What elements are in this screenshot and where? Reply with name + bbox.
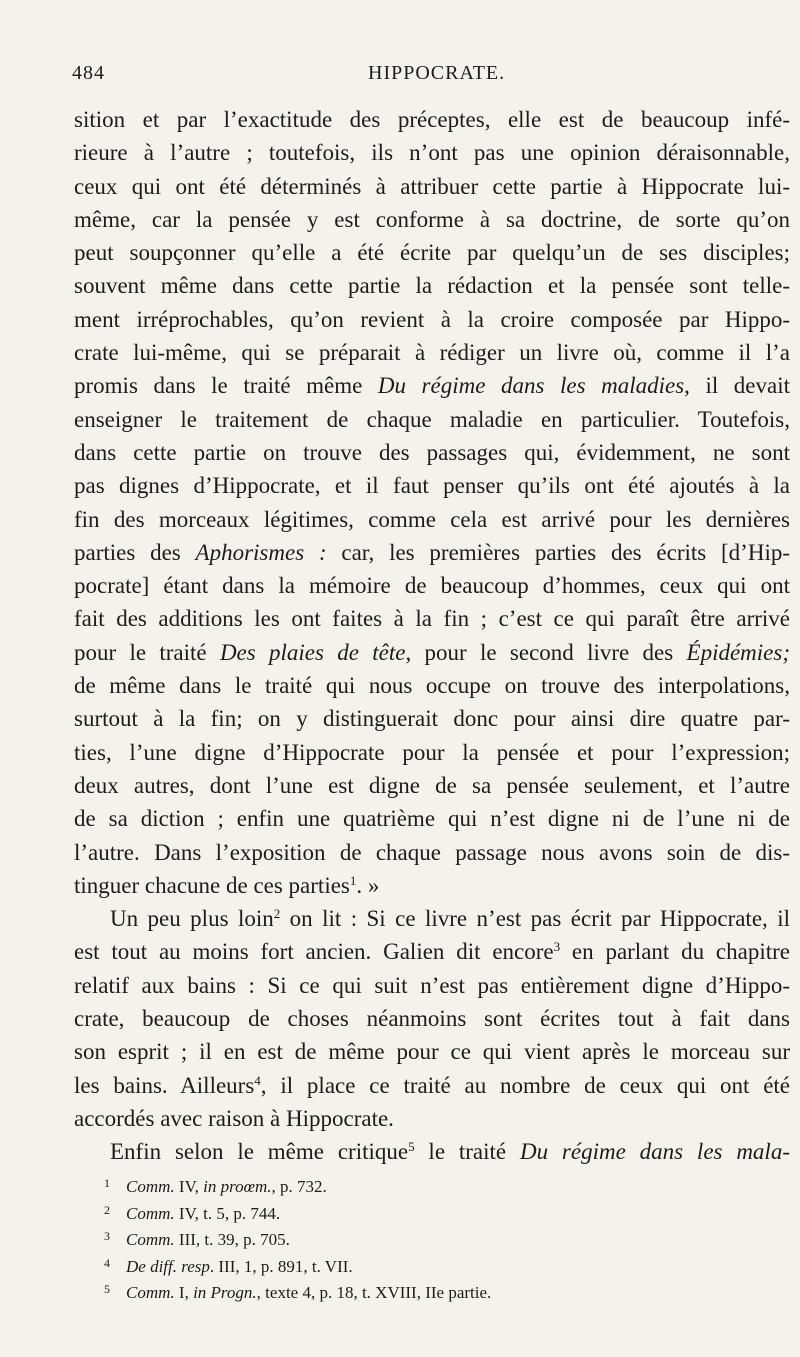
page-number: 484 (72, 62, 105, 84)
footnote (104, 1252, 784, 1279)
footnote-mark: 2 (104, 1202, 110, 1217)
text-line (74, 902, 790, 935)
footnote-text: , texte 4, p. 18, t. XVIII, IIe partie. (256, 1283, 492, 1302)
text-run: Un peu plus loin (110, 906, 274, 932)
footnote (104, 1199, 784, 1226)
footnote-mark: 3 (104, 1229, 110, 1243)
page-header (72, 62, 792, 88)
footnote-italic: Comm. (126, 1177, 175, 1196)
text-run: car, les premières parties des écrits [d’Hip- (326, 539, 790, 565)
footnote-mark: 5 (104, 1282, 110, 1296)
text-line (74, 869, 790, 902)
work-title: Des plaies de tête (219, 639, 406, 665)
text-line: fait des additions les ont faites à la fin ; c’est ce qui paraît être arrivé (74, 606, 790, 632)
text-run: promis dans le traité même (74, 373, 378, 399)
footnote-italic: De diff. resp (126, 1256, 210, 1276)
work-title: Épidémies; (686, 639, 790, 665)
text-line: l’autre. Dans l’exposition de chaque passage nous avons soin de dis- (74, 839, 790, 865)
footnote-text: . III, 1, p. 891, t. VII. (209, 1256, 353, 1276)
text-run: , il place ce traité au nombre de ceux qui ont été (260, 1072, 790, 1098)
work-title: Aphorismes : (195, 539, 327, 565)
text-line: enseigner le traitement de chaque maladie en particulier. Toutefois, (74, 406, 790, 432)
text-run: , il devait (684, 373, 790, 399)
work-title: Du régime dans les mala- (519, 1139, 790, 1165)
text-line: rieure à l’autre ; toutefois, ils n’ont pas une opinion déraisonnable, (74, 140, 790, 166)
text-line: dans cette partie on trouve des passages qui, évidemment, ne sont (74, 439, 790, 465)
text-run: le traité (414, 1139, 520, 1165)
text-line: relatif aux bains : Si ce qui suit n’est pas entièrement digne d’Hippo- (74, 972, 790, 998)
footnote-ref[interactable]: 2 (273, 906, 281, 922)
footnote (104, 1172, 784, 1199)
text-run: . » (356, 872, 380, 898)
footnote-text: IV, t. 5, p. 744. (174, 1203, 281, 1223)
text-line (74, 1069, 790, 1102)
footnote-ref[interactable]: 3 (553, 939, 561, 955)
text-run: parties des (74, 539, 196, 565)
text-line: crate lui-même, qui se préparait à rédiger un livre où, comme il l’a (74, 340, 790, 366)
text-line: de même dans le traité qui nous occupe on trouve des interpolations, (74, 673, 790, 699)
text-line: même, car la pensée y est conforme à sa doctrine, de sorte qu’on (74, 206, 790, 232)
text-line (74, 636, 790, 669)
footnote-mark: 4 (104, 1255, 110, 1270)
footnote-italic: Comm. (126, 1230, 175, 1249)
footnote-ref[interactable]: 4 (254, 1072, 261, 1088)
text-run: Enfin selon le même critique (110, 1139, 409, 1165)
footnote-text: III, t. 39, p. 705. (174, 1230, 290, 1249)
text-line: de sa diction ; enfin une quatrième qui n’est digne ni de l’une ni de (74, 806, 790, 832)
work-title: Du régime dans les maladies (377, 373, 685, 399)
footnote-italic: in Progn. (193, 1283, 257, 1302)
footnote-italic: Comm. (126, 1283, 175, 1302)
text-line (74, 935, 790, 968)
text-line: fin des morceaux légitimes, comme cela est arrivé pour les dernières (74, 506, 790, 532)
text-run: est tout au moins fort ancien. Galien dit encore (74, 939, 554, 965)
text-line (74, 536, 790, 569)
text-line: souvent même dans cette partie la rédaction et la pensée sont telle- (74, 273, 790, 299)
footnote (104, 1225, 784, 1252)
text-run: , pour le second livre des (405, 639, 687, 665)
text-line: sition et par l’exactitude des préceptes, elle est de beaucoup infé- (74, 107, 790, 132)
running-head: HIPPOCRATE. (368, 62, 506, 84)
text-line: son esprit ; il en est de même pour ce qui vient après le morceau sur (74, 1039, 790, 1065)
footnote-italic: in proœm. (203, 1177, 272, 1196)
body-text (74, 103, 790, 1169)
footnote-ref[interactable]: 1 (349, 872, 357, 888)
text-line: ceux qui ont été déterminés à attribuer cette partie à Hippocrate lui- (74, 173, 790, 199)
text-line: pocrate] étant dans la mémoire de beaucoup d’hommes, ceux qui ont (74, 573, 790, 599)
text-run: on lit : Si ce livre n’est pas écrit par Hippocrate, il (280, 906, 790, 932)
text-line: ties, l’une digne d’Hippocrate pour la pensée et pour l’expression; (74, 739, 790, 765)
footnote (104, 1278, 784, 1305)
footnote-text: IV, (174, 1177, 204, 1196)
text-run: en parlant du chapitre (560, 939, 790, 965)
footnote-ref[interactable]: 5 (408, 1139, 415, 1155)
footnote-mark: 1 (104, 1176, 110, 1190)
text-run: tinguer chacune de ces parties (74, 872, 350, 898)
text-line: pas dignes d’Hippocrate, et il faut penser qu’ils ont été ajoutés à la (74, 473, 790, 499)
footnote-italic: Comm. (126, 1203, 175, 1223)
text-run: les bains. Ailleurs (74, 1072, 255, 1098)
text-line: crate, beaucoup de choses néanmoins sont écrites tout à fait dans (74, 1006, 790, 1032)
text-line: ment irréprochables, qu’on revient à la croire composée par Hippo- (74, 306, 790, 332)
text-line: deux autres, dont l’une est digne de sa pensée seulement, et l’autre (74, 772, 790, 798)
text-line (74, 369, 790, 402)
text-run: pour le traité (74, 639, 220, 665)
footnotes (104, 1172, 784, 1305)
text-line: peut soupçonner qu’elle a été écrite par quelqu’un de ses disciples; (74, 240, 790, 266)
footnote-text: I, (174, 1283, 194, 1302)
text-line: surtout à la fin; on y distinguerait donc pour ainsi dire quatre par- (74, 706, 790, 732)
footnote-text: , p. 732. (271, 1177, 327, 1196)
text-line: accordés avec raison à Hippocrate. (74, 1105, 394, 1131)
text-line (74, 1135, 790, 1168)
